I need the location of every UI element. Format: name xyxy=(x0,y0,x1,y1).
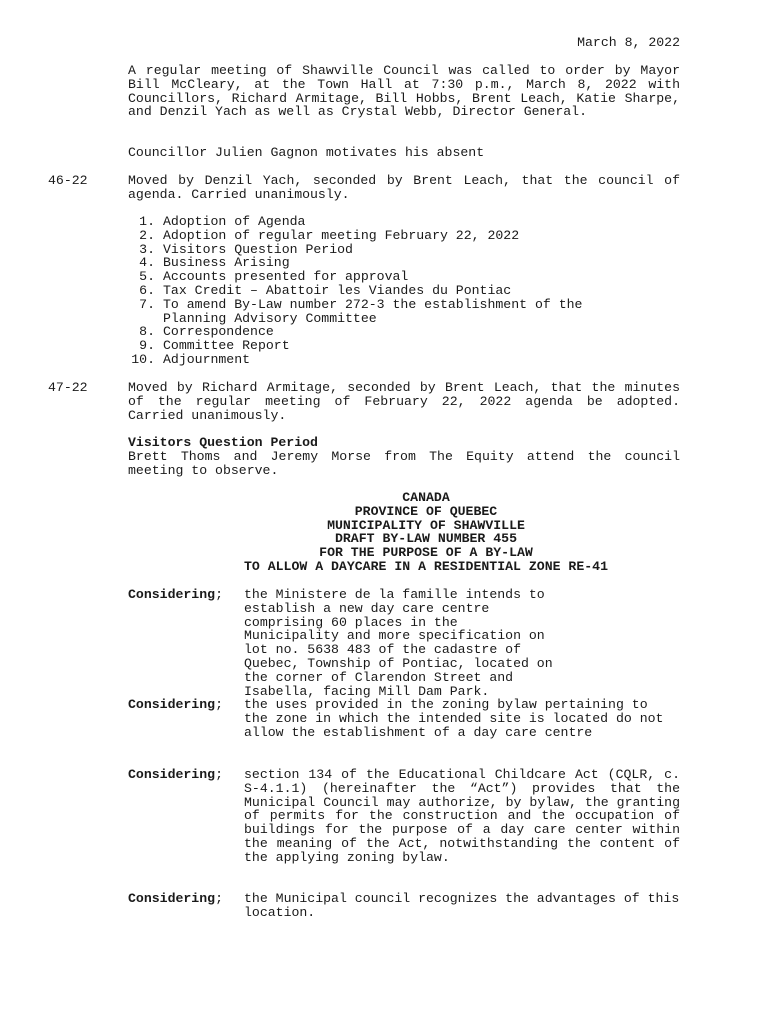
agenda-number: 5. xyxy=(139,269,155,285)
considering-label: Considering; xyxy=(128,767,223,782)
absence-note: Councillor Julien Gagnon motivates his absent xyxy=(128,145,485,160)
list-item xyxy=(100,270,680,284)
list-item xyxy=(100,339,680,353)
bylaw-title-line: TO ALLOW A DAYCARE IN A RESIDENTIAL ZONE RE-41 xyxy=(243,558,609,574)
agenda-item-label: Accounts presented for approval xyxy=(163,269,409,285)
considering-text: section 134 of the Educational Childcare Act (CQLR, c. S-4.1.1) (hereinafter the “Act”) provides that the Municipal Council may authorize, by bylaw, the granting of permits for the construction and the occupation of buildings for the purpose of a day care center within the meaning of the Act, notwithstanding the content of the applying zoning bylaw. xyxy=(244,767,680,865)
agenda-item-label: Tax Credit – Abattoir les Viandes du Pontiac xyxy=(163,282,512,298)
agenda-item-label: To amend By-Law number 272-3 the establishment of the Planning Advisory Committee xyxy=(163,296,583,326)
considering-label: Considering; xyxy=(128,587,223,602)
list-item xyxy=(100,325,680,339)
bylaw-title-line: CANADA xyxy=(402,490,450,505)
visitors-heading: Visitors Question Period xyxy=(128,435,318,450)
bylaw-title-line: FOR THE PURPOSE OF A BY-LAW xyxy=(319,545,533,561)
visitors-text: Brett Thoms and Jeremy Morse from The Equity attend the council meeting to observe. xyxy=(128,449,680,478)
list-item xyxy=(100,298,680,326)
list-item xyxy=(100,243,680,257)
considering-label: Considering; xyxy=(128,697,223,712)
agenda-item-label: Business Arising xyxy=(163,255,290,271)
considering-text: the Ministere de la famille intends to establish a new day care centre comprising 60 places in the Municipality and more specification on lot no. 5638 483 of the cadastre of Quebec, Township of Pontiac, located on the corner of Clarendon Street and Isabella, facing Mill Dam Park. xyxy=(244,587,553,699)
bylaw-title-line: DRAFT BY-LAW NUMBER 455 xyxy=(334,531,518,547)
agenda-number: 3. xyxy=(139,241,155,257)
agenda-number: 9. xyxy=(139,338,155,354)
bylaw-title-block xyxy=(128,491,724,574)
resolution-text-47-22: Moved by Richard Armitage, seconded by Brent Leach, that the minutes of the regular meeting of February 22, 2022 agenda be adopted. Carried unanimously. xyxy=(128,380,680,423)
agenda-number: 6. xyxy=(139,282,155,298)
bylaw-title-line: MUNICIPALITY OF SHAWVILLE xyxy=(327,517,525,533)
considering-clause xyxy=(128,698,680,739)
considering-label: Considering; xyxy=(128,891,223,906)
agenda-number: 7. xyxy=(139,296,155,312)
agenda-item-label: Visitors Question Period xyxy=(163,241,353,257)
resolution-number-46-22: 46-22 xyxy=(48,173,88,188)
meeting-date: March 8, 2022 xyxy=(577,35,680,50)
intro-paragraph: A regular meeting of Shawville Council was called to order by Mayor Bill McCleary, at the Town Hall at 7:30 p.m., March 8, 2022 with Councillors, Richard Armitage, Bill Hobbs, Brent Leach, Katie Sharpe, and Denzil Yach as well as Crystal Webb, Director General. xyxy=(128,63,680,120)
agenda-number: 2. xyxy=(139,227,155,243)
agenda-item-label: Correspondence xyxy=(163,324,274,340)
list-item xyxy=(100,353,680,367)
agenda-list xyxy=(100,215,680,367)
resolution-text-46-22: Moved by Denzil Yach, seconded by Brent Leach, that the council of agenda. Carried unanimously. xyxy=(128,173,680,202)
agenda-number: 8. xyxy=(139,324,155,340)
considering-clause xyxy=(128,892,680,920)
agenda-item-label: Adjournment xyxy=(163,351,251,367)
agenda-number: 1. xyxy=(139,214,155,229)
list-item xyxy=(100,215,680,229)
agenda-number: 10. xyxy=(131,351,155,367)
agenda-item-label: Adoption of Agenda xyxy=(163,214,306,229)
agenda-item-label: Adoption of regular meeting February 22, 2022 xyxy=(163,227,520,243)
list-item xyxy=(100,284,680,298)
considering-text: the Municipal council recognizes the advantages of this location. xyxy=(244,891,680,920)
resolution-number-47-22: 47-22 xyxy=(48,380,88,395)
agenda-number: 4. xyxy=(139,255,155,271)
considering-clause xyxy=(128,588,680,698)
considering-text: the uses provided in the zoning bylaw pertaining to the zone in which the intended site is located do not allow the establishment of a day care centre xyxy=(244,697,664,740)
considering-clause xyxy=(128,768,680,865)
list-item xyxy=(100,229,680,243)
agenda-item-label: Committee Report xyxy=(163,338,290,354)
bylaw-title-line: PROVINCE OF QUEBEC xyxy=(354,503,498,519)
list-item xyxy=(100,256,680,270)
